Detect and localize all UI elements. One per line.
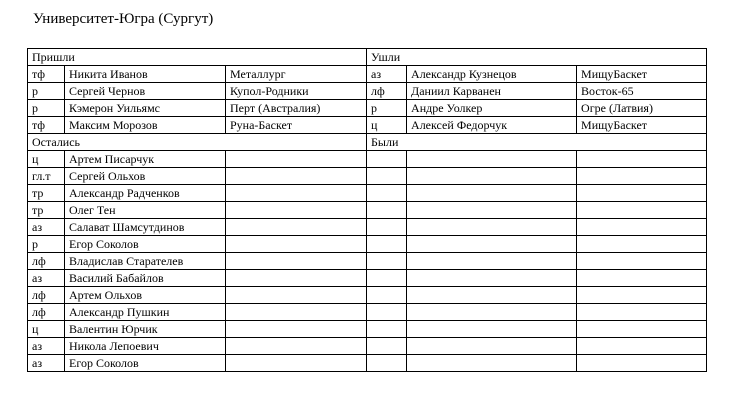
table-row [28,168,707,185]
table-row [28,66,707,83]
departed-header: Ушли [367,49,707,66]
stayed-player: Олег Тен [65,202,226,219]
departed-player: Андре Уолкер [407,100,577,117]
empty-cell [407,304,577,321]
departed-position: аз [367,66,407,83]
empty-cell [577,338,707,355]
empty-cell [367,270,407,287]
empty-cell [367,202,407,219]
empty-cell [407,253,577,270]
arrived-from-club: Металлург [226,66,367,83]
empty-cell [226,151,367,168]
arrived-from-club: Купол-Родники [226,83,367,100]
table-row [28,202,707,219]
table-row [28,151,707,168]
departed-player: Даниил Карванен [407,83,577,100]
table-row [28,83,707,100]
departed-position: р [367,100,407,117]
empty-cell [367,185,407,202]
stayed-player: Никола Лепоевич [65,338,226,355]
empty-cell [407,168,577,185]
empty-cell [407,287,577,304]
arrived-position: тф [28,66,65,83]
empty-cell [226,236,367,253]
empty-cell [226,321,367,338]
empty-cell [367,304,407,321]
empty-cell [367,355,407,372]
table-row [28,185,707,202]
were-header: Были [367,134,707,151]
empty-cell [367,236,407,253]
stayed-position: лф [28,253,65,270]
empty-cell [577,151,707,168]
arrived-player: Кэмерон Уильямс [65,100,226,117]
departed-player: Александр Кузнецов [407,66,577,83]
empty-cell [407,185,577,202]
stayed-player: Валентин Юрчик [65,321,226,338]
table-row [28,117,707,134]
table-row [28,219,707,236]
departed-player: Алексей Федорчук [407,117,577,134]
empty-cell [407,270,577,287]
empty-cell [367,253,407,270]
table-row [28,355,707,372]
table-row [28,253,707,270]
stayed-position: ц [28,321,65,338]
stayed-player: Артем Писарчук [65,151,226,168]
stayed-position: тр [28,202,65,219]
empty-cell [407,151,577,168]
empty-cell [577,304,707,321]
stayed-player: Салават Шамсутдинов [65,219,226,236]
empty-cell [577,287,707,304]
empty-cell [577,355,707,372]
arrived-header: Пришли [28,49,367,66]
departed-position: лф [367,83,407,100]
empty-cell [407,202,577,219]
table-row [28,270,707,287]
empty-cell [407,219,577,236]
empty-cell [226,287,367,304]
arrived-player: Сергей Чернов [65,83,226,100]
arrived-position: тф [28,117,65,134]
section-header-row [28,134,707,151]
stayed-player: Егор Соколов [65,355,226,372]
stayed-player: Александр Радченков [65,185,226,202]
empty-cell [577,202,707,219]
empty-cell [577,253,707,270]
empty-cell [577,270,707,287]
stayed-position: аз [28,270,65,287]
stayed-player: Владислав Старателев [65,253,226,270]
arrived-player: Максим Морозов [65,117,226,134]
arrived-position: р [28,100,65,117]
empty-cell [367,168,407,185]
arrived-position: р [28,83,65,100]
empty-cell [577,168,707,185]
departed-position: ц [367,117,407,134]
empty-cell [226,202,367,219]
stayed-player: Василий Бабайлов [65,270,226,287]
document-title: Университет-Югра (Сургут) [33,11,214,27]
stayed-position: тр [28,185,65,202]
stayed-player: Егор Соколов [65,236,226,253]
stayed-position: ц [28,151,65,168]
stayed-position: аз [28,338,65,355]
empty-cell [367,219,407,236]
table-row [28,321,707,338]
empty-cell [407,338,577,355]
table-row [28,287,707,304]
empty-cell [367,338,407,355]
stayed-position: гл.т [28,168,65,185]
empty-cell [226,355,367,372]
empty-cell [577,185,707,202]
stayed-position: аз [28,219,65,236]
stayed-player: Александр Пушкин [65,304,226,321]
empty-cell [226,304,367,321]
departed-to-club: Огре (Латвия) [577,100,707,117]
arrived-from-club: Перт (Австралия) [226,100,367,117]
empty-cell [577,321,707,338]
stayed-position: лф [28,304,65,321]
table-row [28,304,707,321]
departed-to-club: МищуБаскет [577,66,707,83]
stayed-position: лф [28,287,65,304]
roster-table [27,48,707,372]
empty-cell [407,355,577,372]
empty-cell [367,321,407,338]
arrived-player: Никита Иванов [65,66,226,83]
stayed-header: Остались [28,134,367,151]
empty-cell [226,185,367,202]
empty-cell [226,270,367,287]
arrived-from-club: Руна-Баскет [226,117,367,134]
empty-cell [407,236,577,253]
empty-cell [407,321,577,338]
table-row [28,236,707,253]
empty-cell [226,253,367,270]
empty-cell [226,168,367,185]
table-row [28,338,707,355]
empty-cell [226,219,367,236]
empty-cell [577,236,707,253]
stayed-player: Артем Ольхов [65,287,226,304]
empty-cell [226,338,367,355]
departed-to-club: Восток-65 [577,83,707,100]
stayed-player: Сергей Ольхов [65,168,226,185]
stayed-position: аз [28,355,65,372]
empty-cell [367,287,407,304]
table-row [28,100,707,117]
departed-to-club: МищуБаскет [577,117,707,134]
section-header-row [28,49,707,66]
empty-cell [367,151,407,168]
empty-cell [577,219,707,236]
stayed-position: р [28,236,65,253]
